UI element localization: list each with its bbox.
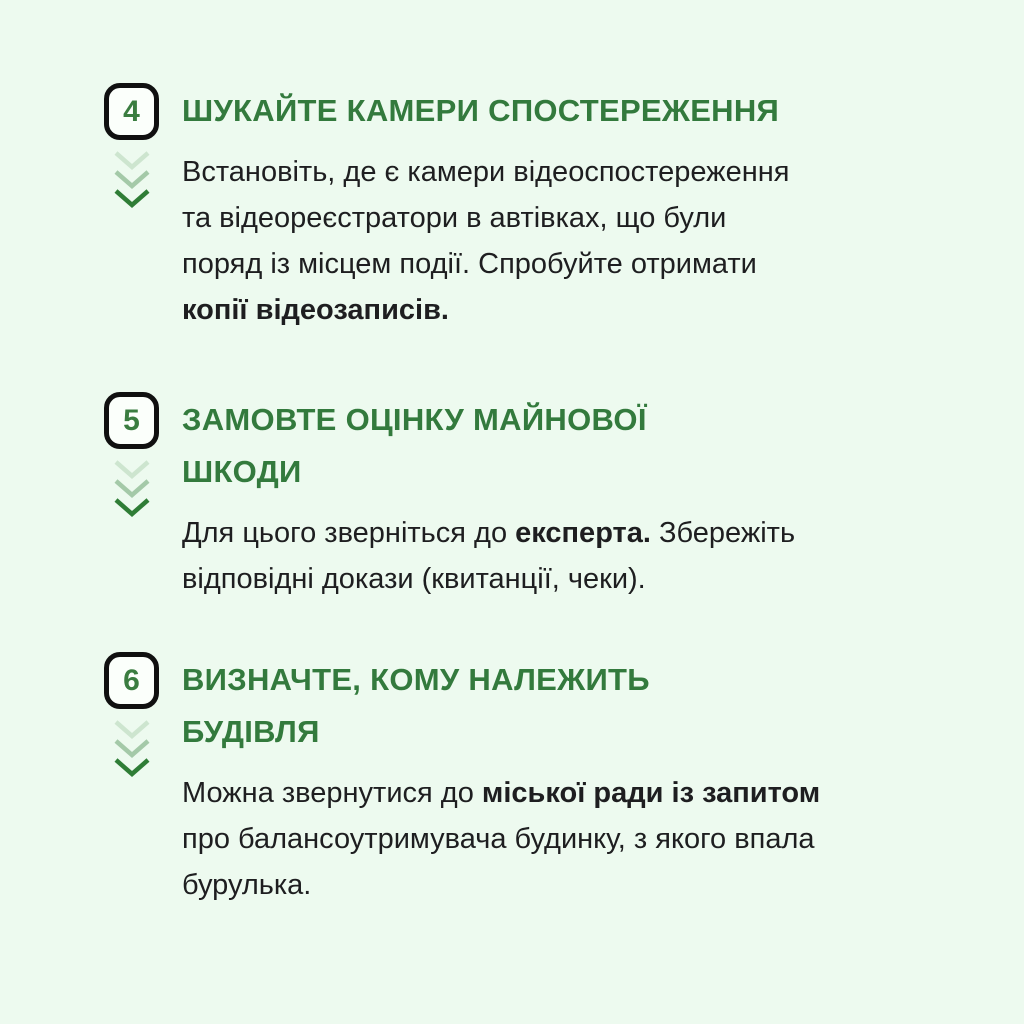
body-line: та відеореєстратори в автівках, що були: [182, 202, 727, 234]
body-line: поряд із місцем події. Спробуйте отримати: [182, 248, 757, 280]
step-number-badge: [104, 83, 159, 140]
step-content: [182, 83, 928, 333]
step-title: [182, 85, 928, 137]
step-title-line: ШКОДИ: [182, 454, 302, 489]
triple-chevron-down-icon: [111, 458, 153, 524]
body-line: Для цього зверніться до експерта. Збережіть: [182, 517, 796, 549]
step-number-badge: [104, 392, 159, 449]
step-item-4: [104, 83, 928, 333]
step-number: 6: [123, 663, 140, 697]
body-line: копії відеозаписів.: [182, 294, 449, 326]
body-line: бурулька.: [182, 869, 312, 901]
step-title-line: ЗАМОВТЕ ОЦІНКУ МАЙНОВОЇ: [182, 402, 647, 437]
step-content: [182, 652, 928, 908]
step-number-badge: [104, 652, 159, 709]
body-line: Встановіть, де є камери відеоспостереження: [182, 156, 790, 188]
step-content: [182, 392, 928, 602]
step-body: [182, 149, 928, 333]
step-marker-column: [104, 83, 182, 333]
step-title-line: ВИЗНАЧТЕ, КОМУ НАЛЕЖИТЬ: [182, 662, 650, 697]
step-title: [182, 394, 928, 498]
step-number: 5: [123, 403, 140, 437]
step-title: [182, 654, 928, 758]
triple-chevron-down-icon: [111, 718, 153, 784]
step-marker-column: [104, 652, 182, 908]
step-body: [182, 770, 928, 908]
body-line: відповідні докази (квитанції, чеки).: [182, 563, 646, 595]
triple-chevron-down-icon: [111, 149, 153, 215]
step-title-line: БУДІВЛЯ: [182, 714, 320, 749]
step-marker-column: [104, 392, 182, 602]
step-title-line: ШУКАЙТЕ КАМЕРИ СПОСТЕРЕЖЕННЯ: [182, 93, 780, 128]
body-line: про балансоутримувача будинку, з якого впала: [182, 823, 815, 855]
step-number: 4: [123, 94, 140, 128]
body-line: Можна звернутися до міської ради із запитом: [182, 777, 821, 809]
step-body: [182, 510, 928, 602]
step-item-6: [104, 652, 928, 908]
step-item-5: [104, 392, 928, 602]
